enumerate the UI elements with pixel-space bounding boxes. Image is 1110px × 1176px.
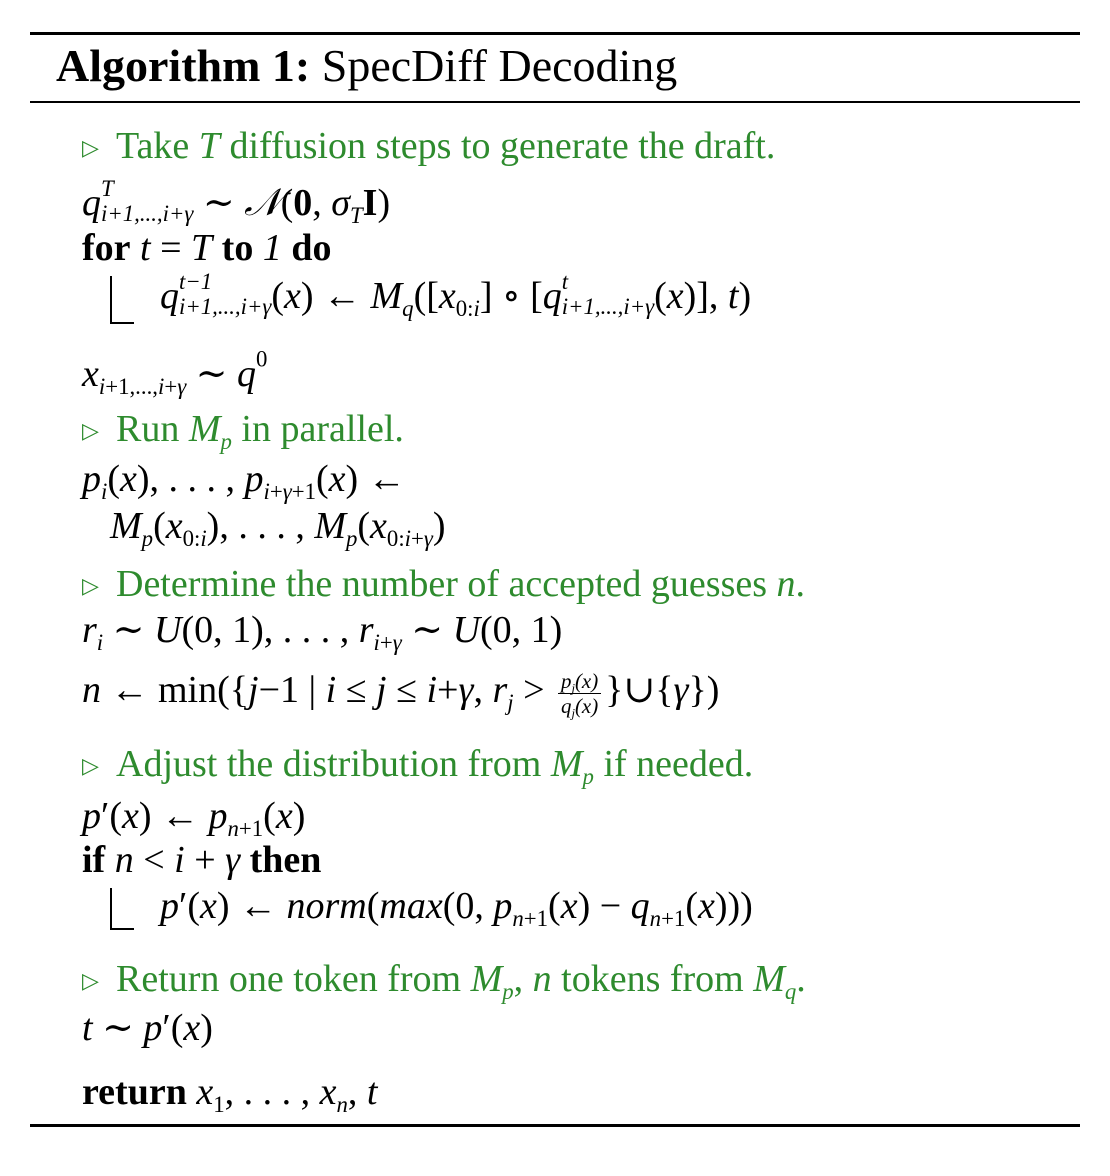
comment-return-tokens: ▷ Return one token from $M_p$, n tokens from $M_q$. xyxy=(82,958,806,1004)
line-return: return $x_1$, . . . , $x_n$, t xyxy=(82,1071,378,1117)
algorithm-title xyxy=(56,36,677,96)
bottom-rule xyxy=(30,1124,1080,1127)
line-min-n: n ← min({j−1 | i ≤ j ≤ i+γ, $r_j$ > $\frac{p_j(x)}{q_j(x)}$ }∪{γ}) xyxy=(82,668,720,721)
line-init-noise: q T i+1,...,i+γ ∼ 𝒩(0, $\sigma_TI$) xyxy=(82,175,391,228)
triangle-icon: ▷ xyxy=(82,135,99,160)
comment-accepted-guesses: ▷ Determine the number of accepted guesses n. xyxy=(82,560,805,610)
line-sample-draft: $x_{i+1,...,i+\gamma}$ ∼ $q^0$ xyxy=(82,346,268,399)
header-rule xyxy=(30,101,1080,103)
comment-adjust-distribution: ▷ Adjust the distribution from $M_p$ if needed. xyxy=(82,743,754,789)
loop-bracket xyxy=(110,276,134,324)
triangle-icon: ▷ xyxy=(82,968,99,993)
triangle-icon: ▷ xyxy=(82,573,99,598)
comment-run-parallel: ▷ Run $M_p$ in parallel. xyxy=(82,408,404,454)
line-for-loop: for t = T to 1 do xyxy=(82,227,332,269)
triangle-icon: ▷ xyxy=(82,753,99,778)
line-parallel-models: $M_p(x_{0:i})$, . . . , $M_p(x_{0:i+\gamma})$ xyxy=(110,505,446,551)
comment-diffusion-steps: ▷ Take T diffusion steps to generate the draft. xyxy=(82,122,775,172)
line-p-prime: p′(x) ← $p_{n+1}(x)$ xyxy=(82,795,306,841)
algorithm-name: SpecDiff Decoding xyxy=(321,40,678,91)
algorithm-label: Algorithm 1: xyxy=(56,40,311,91)
triangle-icon: ▷ xyxy=(82,418,99,443)
line-uniform-samples: $r_i$ ∼ U(0, 1), . . . , $r_{i+\gamma}$ ∼ U(0, 1) xyxy=(82,609,563,655)
line-sample-token: t ∼ p′(x) xyxy=(82,1007,213,1049)
top-rule xyxy=(30,32,1080,35)
line-if: if n < i + γ then xyxy=(82,839,322,881)
line-parallel-probs: $p_i(x)$, . . . , $p_{i+\gamma+1}(x)$ ← xyxy=(82,458,406,504)
line-diffusion-update: q t−1 i+1,...,i+γ (x) ← $M_q([x_{0:i}]$ ∘ [q t i+1,...,i+γ (x)], t) xyxy=(160,268,752,321)
line-normalize: p′(x) ← norm(max(0, $p_{n+1}(x) - q_{n+1}(x)$)) xyxy=(160,885,753,931)
if-bracket xyxy=(110,888,134,930)
